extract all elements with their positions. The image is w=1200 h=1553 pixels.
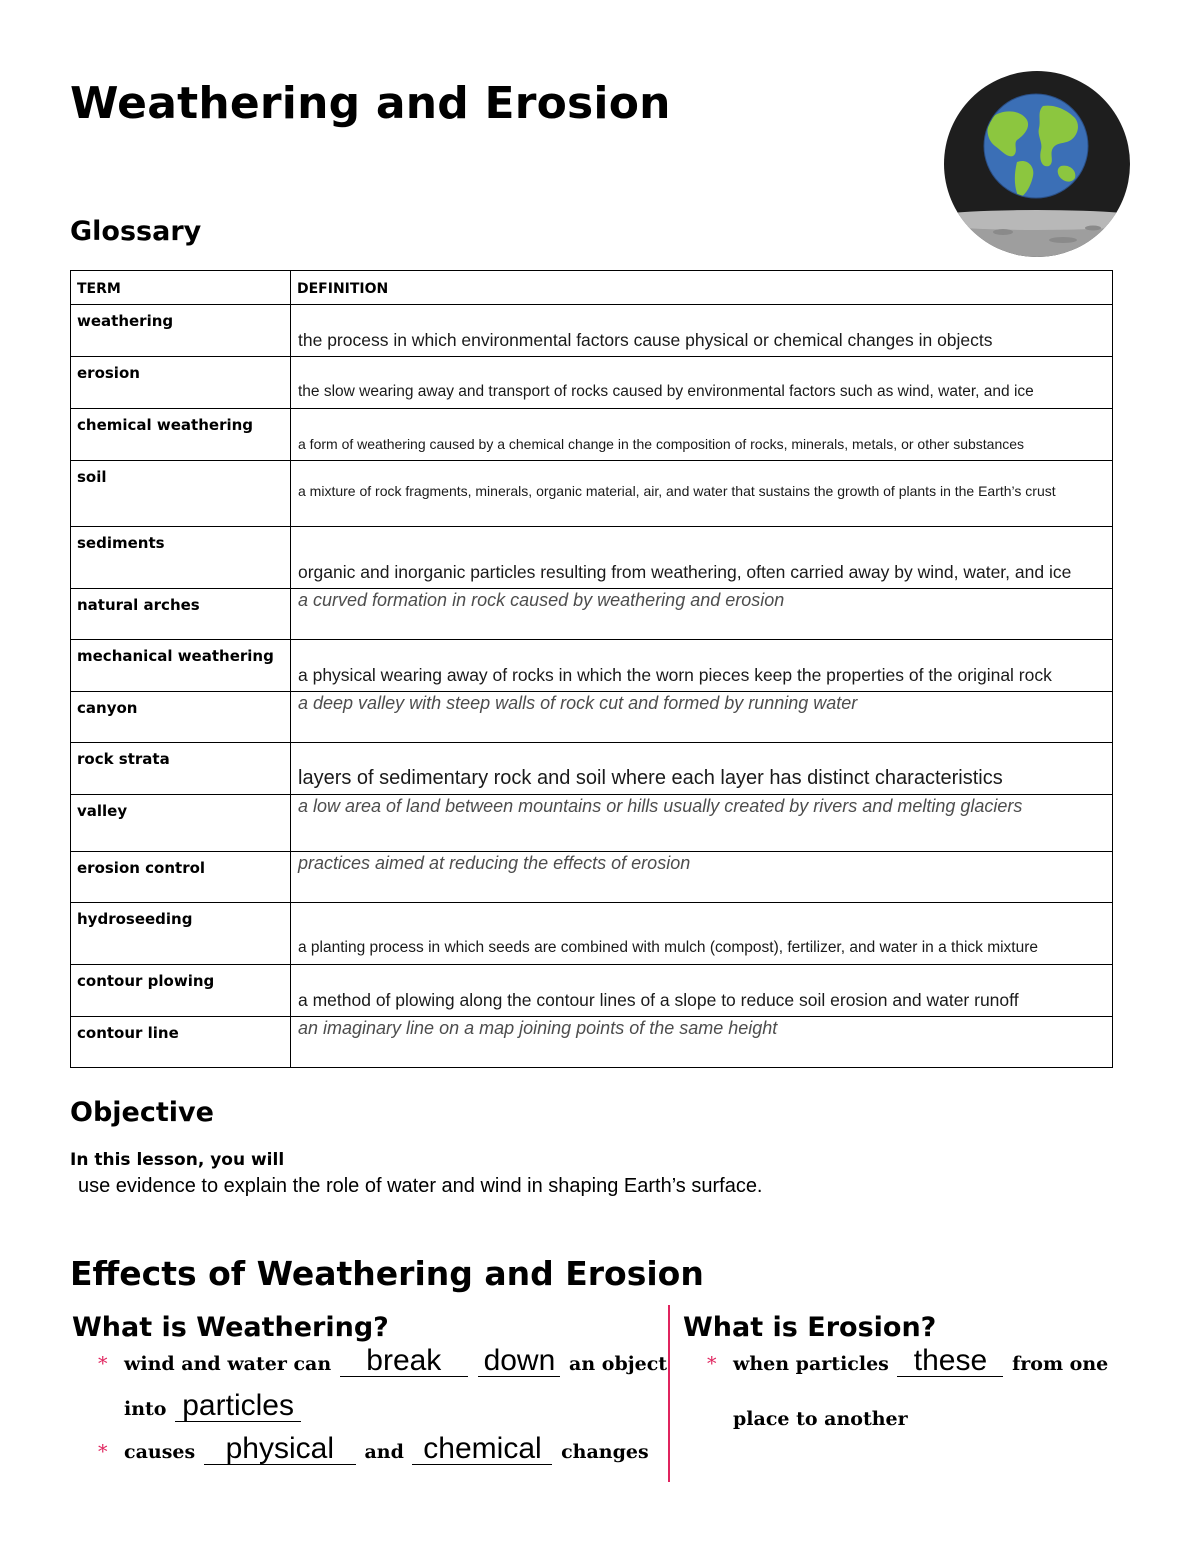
term-cell: chemical weathering [71, 409, 291, 461]
definition-cell: a low area of land between mountains or hills usually created by rivers and melting glaciers [291, 795, 1113, 852]
definition-cell: a physical wearing away of rocks in which the worn pieces keep the properties of the original rock [291, 640, 1113, 692]
glossary-table [70, 270, 1113, 1068]
effects-heading: Effects of Weathering and Erosion [70, 1254, 704, 1293]
definition-cell: practices aimed at reducing the effects of erosion [291, 852, 1113, 903]
definition-cell: a planting process in which seeds are combined with mulch (compost), fertilizer, and water in a thick mixture [291, 903, 1113, 965]
table-row [71, 965, 1113, 1017]
definition-cell: a method of plowing along the contour lines of a slope to reduce soil erosion and water runoff [291, 965, 1113, 1017]
definition-cell: a curved formation in rock caused by weathering and erosion [291, 589, 1113, 640]
term-cell: sediments [71, 527, 291, 589]
glossary-header-row [71, 271, 1113, 305]
blank-chemical: chemical [412, 1434, 552, 1465]
asterisk-bullet-icon: * [98, 1353, 108, 1375]
weathering-bullet-1: * wind and water can break down an object [98, 1344, 668, 1377]
term-cell: hydroseeding [71, 903, 291, 965]
term-cell: weathering [71, 305, 291, 357]
table-row [71, 795, 1113, 852]
blank-particles: particles [175, 1391, 301, 1422]
page-title: Weathering and Erosion [70, 78, 671, 129]
blank-these: these [897, 1346, 1003, 1377]
definition-cell: the slow wearing away and transport of rocks caused by environmental factors such as wind, water, and ice [291, 357, 1113, 409]
objective-text: use evidence to explain the role of water and wind in shaping Earth’s surface. [78, 1175, 763, 1197]
objective-lead: In this lesson, you will [70, 1150, 285, 1170]
table-row [71, 903, 1113, 965]
term-cell: soil [71, 461, 291, 527]
weathering-bullet-1-cont: into particles [124, 1391, 303, 1422]
blank-physical: physical [204, 1434, 356, 1465]
definition-cell: a form of weathering caused by a chemical change in the composition of rocks, minerals, metals, or other substances [291, 409, 1113, 461]
weathering-question-heading: What is Weathering? [72, 1312, 389, 1343]
definition-cell: layers of sedimentary rock and soil where each layer has distinct characteristics [291, 743, 1113, 795]
table-row [71, 1017, 1113, 1068]
term-cell: valley [71, 795, 291, 852]
table-row [71, 461, 1113, 527]
table-row [71, 527, 1113, 589]
term-cell: contour plowing [71, 965, 291, 1017]
term-cell: erosion control [71, 852, 291, 903]
table-row [71, 357, 1113, 409]
table-row [71, 305, 1113, 357]
asterisk-bullet-icon: * [98, 1441, 108, 1463]
earth-globe-icon [943, 70, 1131, 258]
column-divider [668, 1305, 670, 1482]
definition-cell: the process in which environmental factors cause physical or chemical changes in objects [291, 305, 1113, 357]
table-row [71, 692, 1113, 743]
table-row [71, 409, 1113, 461]
table-row [71, 743, 1113, 795]
erosion-question-heading: What is Erosion? [683, 1312, 937, 1343]
objective-heading: Objective [70, 1097, 214, 1128]
term-cell: contour line [71, 1017, 291, 1068]
term-cell: rock strata [71, 743, 291, 795]
definition-cell: organic and inorganic particles resulting from weathering, often carried away by wind, water, and ice [291, 527, 1113, 589]
glossary-heading: Glossary [70, 216, 202, 247]
column-header-definition: DEFINITION [291, 271, 1113, 305]
definition-cell: a mixture of rock fragments, minerals, organic material, air, and water that sustains the growth of plants in the Earth’s crust [291, 461, 1113, 527]
definition-cell: a deep valley with steep walls of rock cut and formed by running water [291, 692, 1113, 743]
table-row [71, 589, 1113, 640]
definition-cell: an imaginary line on a map joining points of the same height [291, 1017, 1113, 1068]
table-row [71, 852, 1113, 903]
table-row [71, 640, 1113, 692]
asterisk-bullet-icon: * [707, 1353, 717, 1375]
weathering-bullet-2: * causes physical and chemical changes [98, 1432, 649, 1465]
term-cell: mechanical weathering [71, 640, 291, 692]
term-cell: canyon [71, 692, 291, 743]
erosion-bullet-1: * when particles these from one [707, 1344, 1109, 1377]
term-cell: natural arches [71, 589, 291, 640]
blank-down: down [478, 1346, 560, 1377]
term-cell: erosion [71, 357, 291, 409]
erosion-bullet-1-cont: place to another [733, 1408, 908, 1430]
blank-break: break [340, 1346, 468, 1377]
column-header-term: TERM [71, 271, 291, 305]
